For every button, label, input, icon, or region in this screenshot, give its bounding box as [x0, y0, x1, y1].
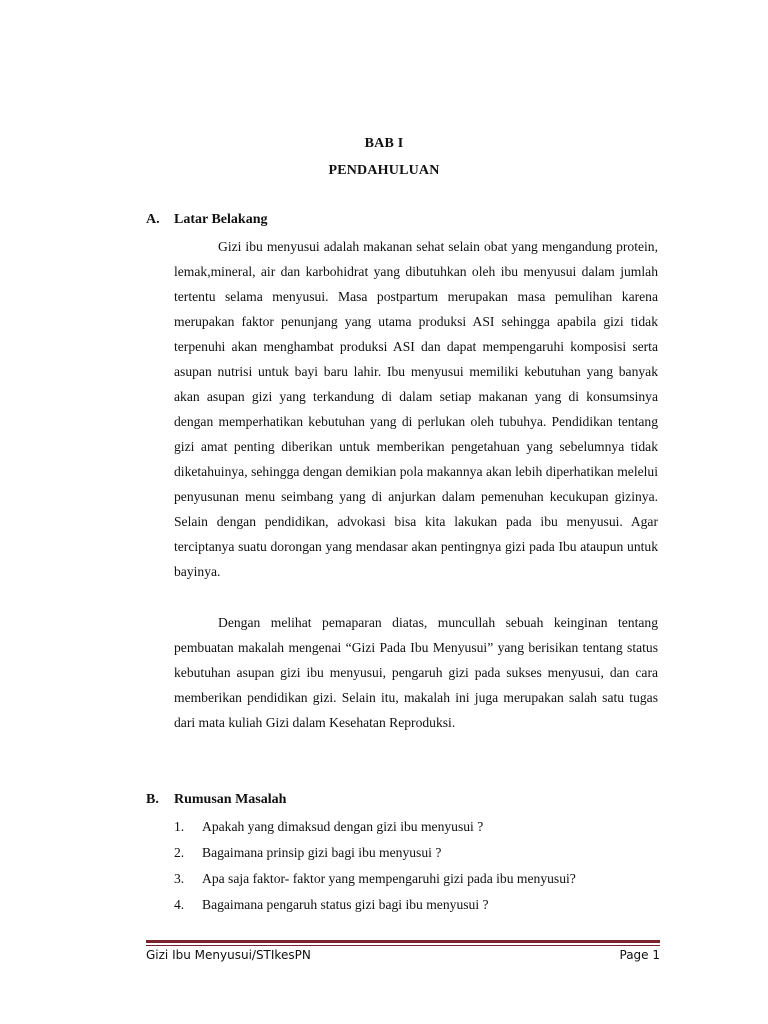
footer-divider-thin [146, 945, 660, 946]
section-b-letter: B. [146, 792, 159, 807]
section-b-heading [146, 792, 286, 808]
section-a-heading [146, 212, 267, 228]
list-item-number: 2. [174, 845, 185, 860]
list-item [174, 840, 658, 866]
footer-page-number: Page 1 [619, 948, 660, 962]
background-paragraph-1: Gizi ibu menyusui adalah makanan sehat selain obat yang mengandung protein, lemak,mineral, air dan karbohidrat yang dibutuhkan oleh ibu menyusui dalam jumlah tertentu selama menyusui. Masa postpartum merupakan masa pemulihan karena merupakan faktor penunjang yang utama produksi ASI sehingga apabila gizi tidak terpenuhi akan menghambat produksi ASI dan dapat mempengaruhi komposisi serta asupan nutrisi untuk bayi baru lahir. Ibu menyusui memiliki kebutuhan yang banyak akan asupan gizi yang terkandung di dalam setiap makanan yang di konsumsinya dengan memperhatikan kebutuhan yang di perlukan oleh tubuhya. Pendidikan tentang gizi amat penting diberikan untuk memberikan pengetahuan yang sebelumnya tidak diketahuinya, sehingga dengan demikian pola makannya akan lebih diperhatikan melelui penyusunan menu seimbang yang di anjurkan dalam pemenuhan kecukupan gizinya. Selain dengan pendidikan, advokasi bisa kita lakukan pada ibu menyusui. Agar terciptanya suatu dorongan yang mendasar akan pentingnya gizi pada Ibu ataupun untuk bayinya. [174, 239, 658, 579]
section-b-title: Rumusan Masalah [174, 792, 287, 807]
list-item [174, 814, 658, 840]
list-item-number: 1. [174, 819, 185, 834]
list-item-text: Bagaimana prinsip gizi bagi ibu menyusui ? [202, 845, 442, 860]
footer-document-label: Gizi Ibu Menyusui/STIkesPN [146, 948, 311, 962]
list-item [174, 892, 658, 918]
list-item-number: 4. [174, 897, 185, 912]
chapter-title: PENDAHULUAN [328, 163, 440, 178]
section-a-letter: A. [146, 212, 160, 227]
list-item-number: 3. [174, 871, 185, 886]
problem-list [174, 814, 658, 918]
section-a-title: Latar Belakang [174, 212, 268, 227]
list-item-text: Apakah yang dimaksud dengan gizi ibu menyusui ? [202, 819, 484, 834]
background-paragraph-2: Dengan melihat pemaparan diatas, muncullah sebuah keinginan tentang pembuatan makalah mengenai “Gizi Pada Ibu Menyusui” yang berisikan tentang status kebutuhan asupan gizi ibu menyusui, pengaruh gizi pada sukses menyusui, dan cara memberikan pendidikan gizi. Selain itu, makalah ini juga merupakan salah satu tugas dari mata kuliah Gizi dalam Kesehatan Reproduksi. [174, 615, 658, 730]
chapter-number: BAB I [364, 136, 404, 151]
list-item-text: Apa saja faktor- faktor yang mempengaruhi gizi pada ibu menyusui? [202, 871, 576, 886]
footer-divider-thick [146, 940, 660, 943]
list-item-text: Bagaimana pengaruh status gizi bagi ibu menyusui ? [202, 897, 489, 912]
list-item [174, 866, 658, 892]
